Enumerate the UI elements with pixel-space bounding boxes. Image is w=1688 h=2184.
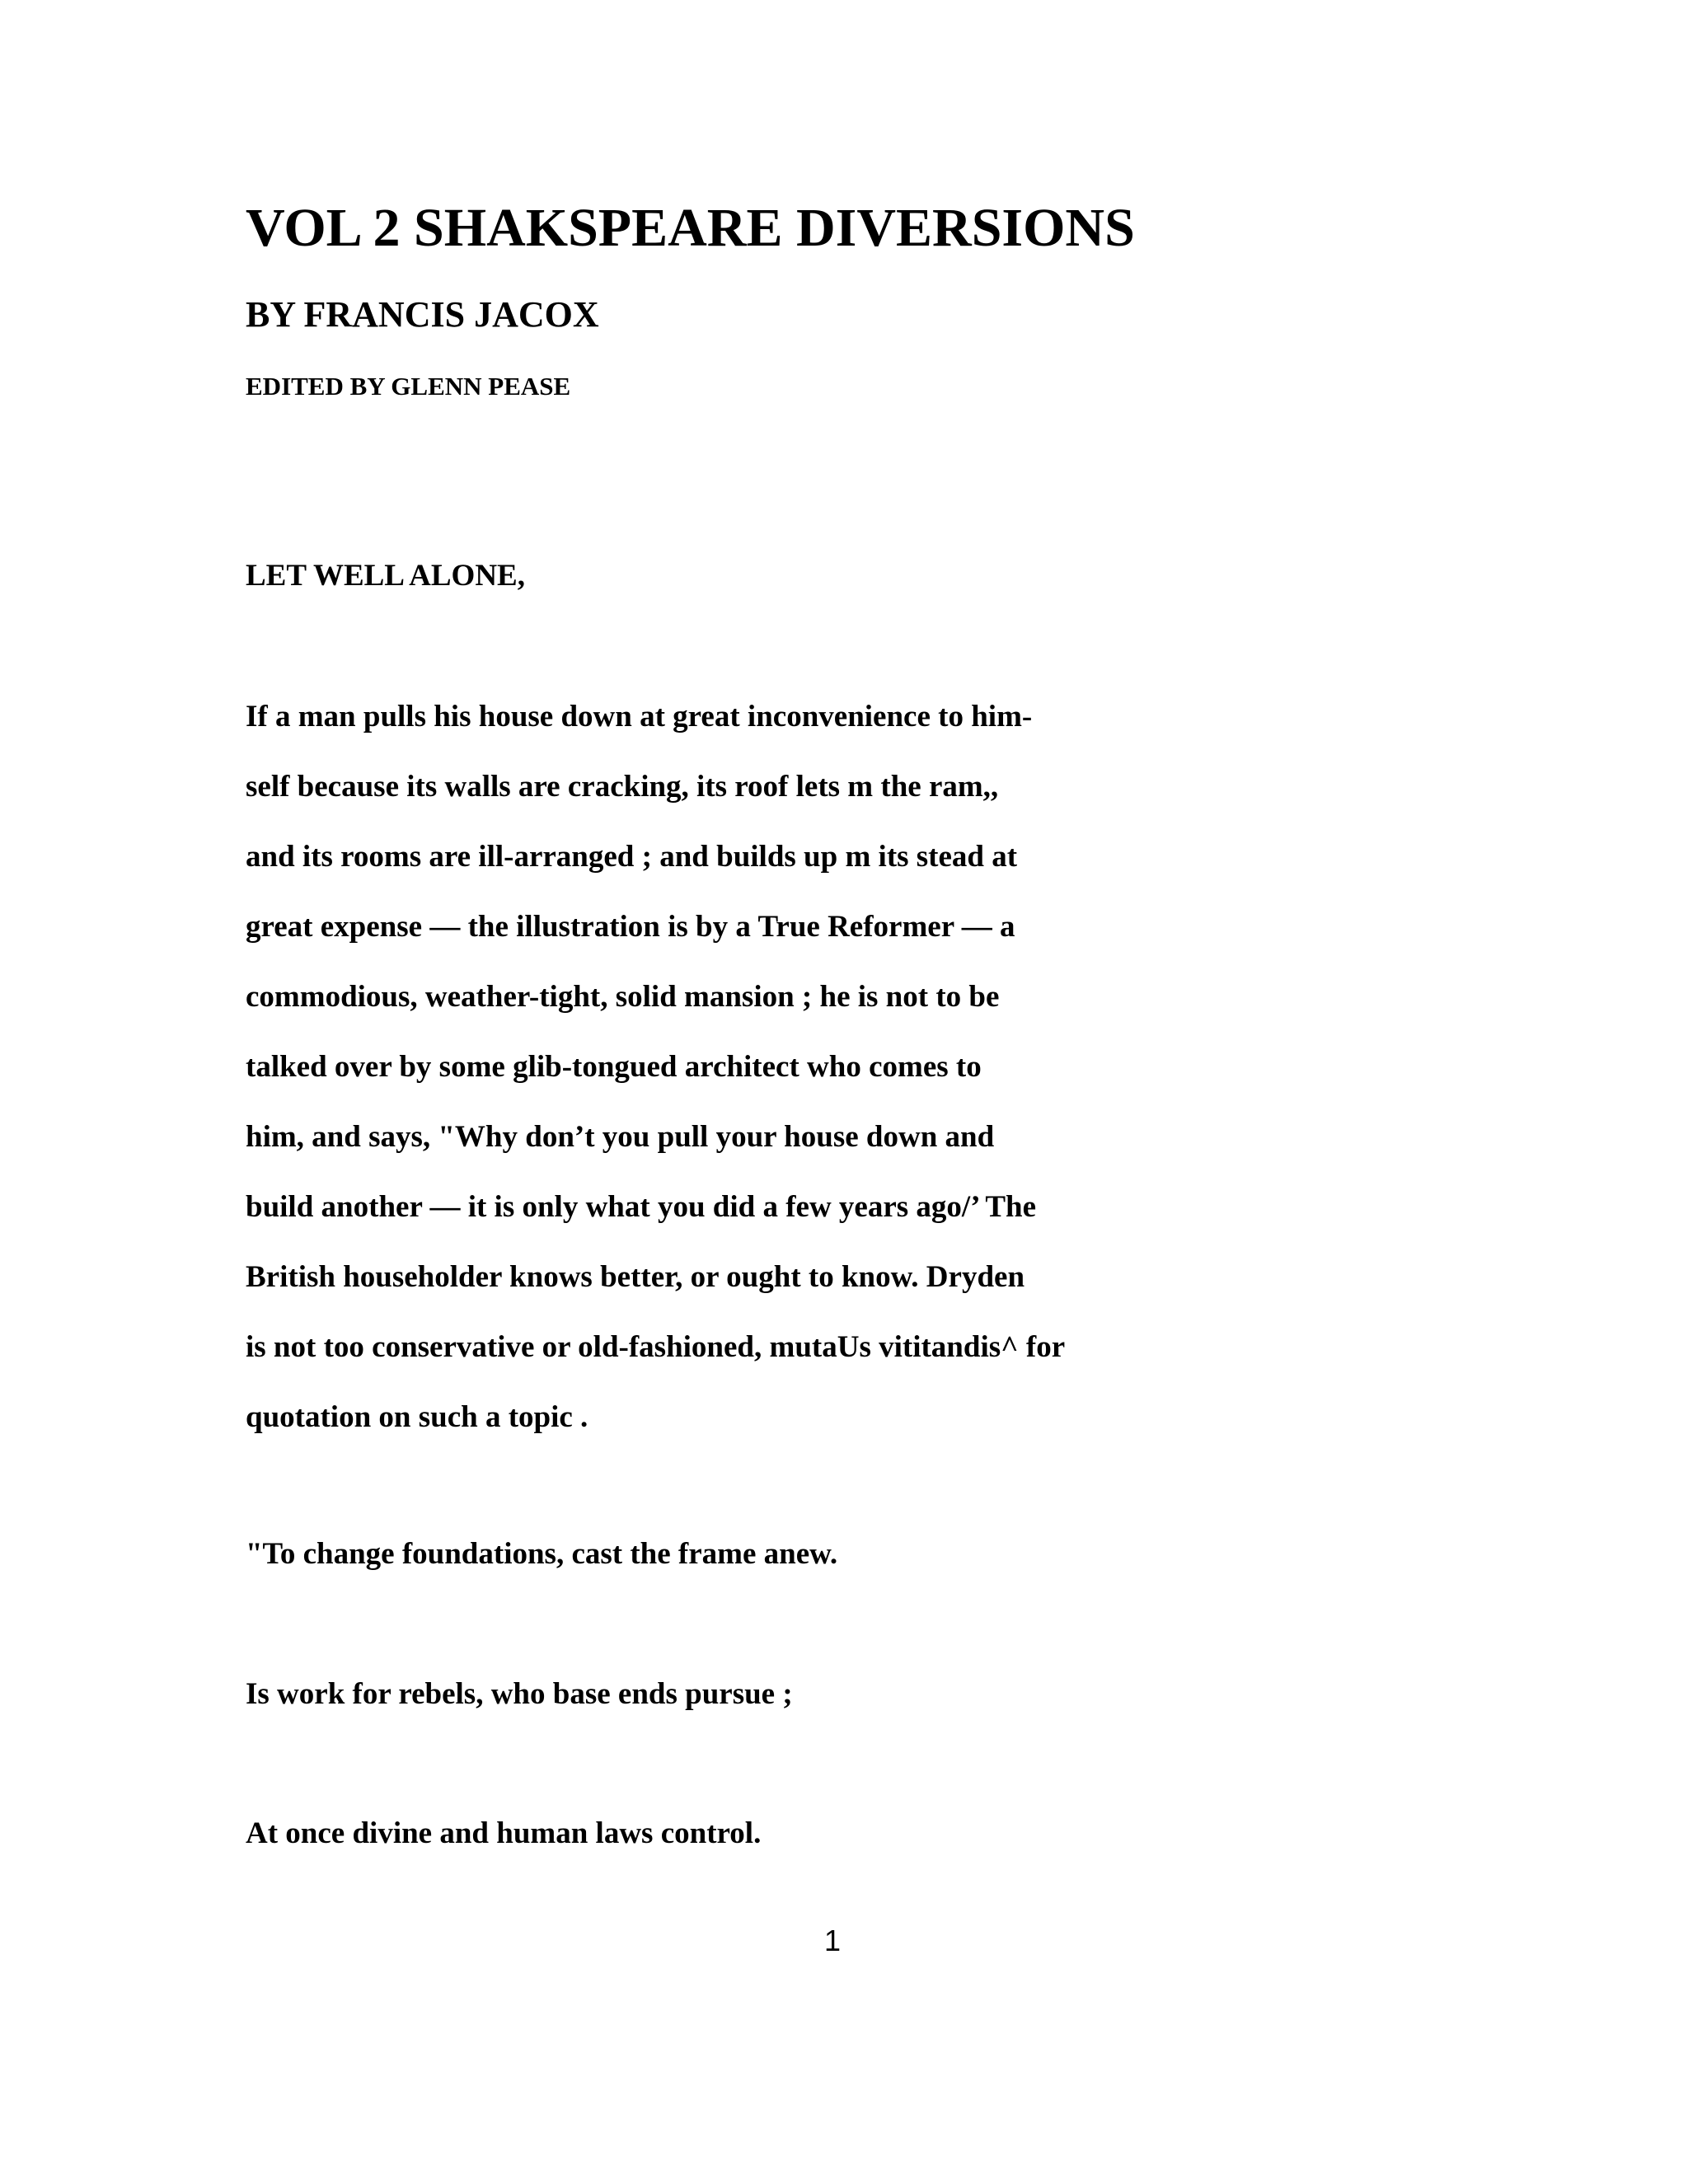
verse-line: "To change foundations, cast the frame anew. [246, 1537, 838, 1571]
document-author: BY FRANCIS JACOX [246, 294, 599, 335]
paragraph-line: is not too conservative or old-fashioned, mutaUs vititandis^ for [246, 1330, 1066, 1364]
paragraph-line: great expense — the illustration is by a True Reformer — a [246, 910, 1015, 944]
section-heading: LET WELL ALONE, [246, 559, 525, 593]
paragraph-line: If a man pulls his house down at great inconvenience to him- [246, 700, 1033, 733]
paragraph-line: quotation on such a topic . [246, 1400, 588, 1434]
verse-line: Is work for rebels, who base ends pursue ; [246, 1677, 793, 1711]
paragraph-line: and its rooms are ill-arranged ; and builds up m its stead at [246, 840, 1018, 874]
paragraph-line: self because its walls are cracking, its roof lets m the ram,, [246, 770, 999, 804]
paragraph-line: him, and says, "Why don’t you pull your house down and [246, 1120, 995, 1154]
paragraph-line: commodious, weather-tight, solid mansion ; he is not to be [246, 980, 1000, 1014]
paragraph-line: talked over by some glib-tongued architect who comes to [246, 1050, 982, 1084]
page-number: 1 [823, 1924, 842, 1957]
paragraph-line: British householder knows better, or ought to know. Dryden [246, 1260, 1025, 1294]
document-editor: EDITED BY GLENN PEASE [246, 372, 571, 401]
document-title: VOL 2 SHAKSPEARE DIVERSIONS [246, 198, 1135, 258]
body-paragraph [246, 701, 1065, 1471]
paragraph-line: build another — it is only what you did a few years ago/’ The [246, 1190, 1037, 1224]
verse-line: At once divine and human laws control. [246, 1816, 762, 1850]
